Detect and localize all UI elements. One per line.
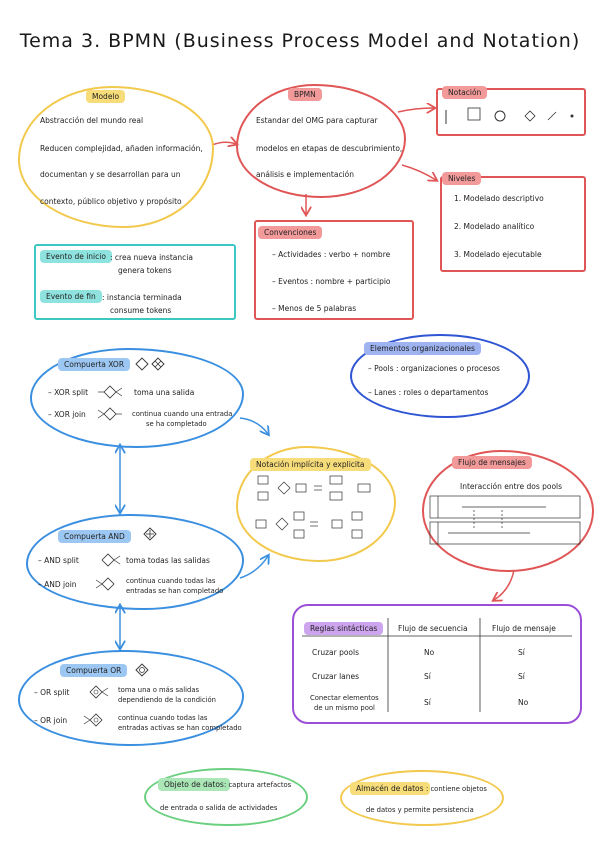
bpmn-label: BPMN [288,88,322,101]
flujo-mensajes-text: Interacción entre dos pools [460,482,563,491]
reglas-row-2-name: Cruzar lanes [312,672,360,681]
arrow-bpmn-to-notacion [398,108,434,112]
arrow-bpmn-to-modelo [212,142,236,145]
evento-inicio-label: Evento de inicio [40,250,112,263]
reglas-header-seq: Flujo de secuencia [398,624,468,633]
notacion-label: Notación [442,86,487,99]
notacion-implicita-label: Notación implícita y explicita [250,458,371,471]
objeto-datos-text-1: : captura artefactos [224,781,292,789]
objeto-datos-text-2: de entrada o salida de actividades [160,804,278,812]
elementos-org-item-1: – Pools : organizaciones o procesos [368,364,500,373]
evento-fin-text-2: consume tokens [110,306,172,315]
arrow-and-to-notacion-implicita [240,556,268,578]
modelo-label: Modelo [86,90,125,103]
convenciones-label: Convenciones [258,226,322,239]
bpmn-blob [236,84,406,198]
reglas-header-msg: Flujo de mensaje [492,624,556,633]
modelo-line-4: contexto, público objetivo y propósito [40,197,182,206]
or-join-text-1: continua cuando todas las [118,714,208,722]
evento-fin-text-1: : instancia terminada [102,293,182,302]
or-join-text-2: entradas activas se han completado [118,724,242,732]
reglas-row-2-seq: Sí [424,672,431,681]
or-split-text-2: dependiendo de la condición [118,696,216,704]
almacen-text-1: : contiene objetos [426,785,487,793]
niveles-label: Niveles [442,172,481,185]
evento-fin-label: Evento de fin [40,290,102,303]
almacen-text-2: de datos y permite persistencia [366,806,474,814]
or-split-text-1: toma una o más salidas [118,686,200,694]
almacen-label: Almacén de datos [350,782,430,795]
modelo-line-1: Abstracción del mundo real [40,116,144,125]
xor-split-label: – XOR split [48,388,89,397]
xor-label: Compuerta XOR [58,358,130,371]
and-label: Compuerta AND [58,530,131,543]
reglas-row-3-seq: Sí [424,698,431,707]
reglas-row-2-msg: Sí [518,672,525,681]
and-split-label: – AND split [38,556,79,565]
reglas-row-1-seq: No [424,648,435,657]
and-join-label: – AND join [38,580,77,589]
evento-inicio-text-2: genera tokens [118,266,172,275]
reglas-row-3-name-2: de un mismo pool [314,704,375,712]
almacen-blob [340,770,504,826]
elementos-org-item-2: – Lanes : roles o departamentos [368,388,489,397]
reglas-row-1-name: Cruzar pools [312,648,360,657]
xor-split-text: toma una salida [134,388,195,397]
and-join-text-1: continua cuando todas las [126,577,216,585]
arrow-bpmn-to-niveles [402,165,436,180]
or-split-label: – OR split [34,688,70,697]
bpmn-line-3: análisis e implementación [256,170,355,179]
objeto-datos-label: Objeto de datos [158,778,230,791]
reglas-row-3-name-1: Conectar elementos [310,694,379,702]
niveles-item-1: 1. Modelado descriptivo [454,194,544,203]
reglas-label: Reglas sintácticas [304,622,383,635]
page-title: Tema 3. BPMN (Business Process Model and Notation) [19,30,581,52]
or-join-label: – OR join [34,716,68,725]
bpmn-line-2: modelos en etapas de descubrimiento, [256,144,403,153]
niveles-item-2: 2. Modelado analítico [454,222,535,231]
and-split-text: toma todas las salidas [126,556,210,565]
modelo-line-3: documentan y se desarrollan para un [40,170,181,179]
elementos-org-label: Elementos organizacionales [364,342,481,355]
reglas-row-1-msg: Sí [518,648,525,657]
arrow-mensajes-to-reglas [494,570,514,600]
bpmn-line-1: Estandar del OMG para capturar [256,116,378,125]
and-join-text-2: entradas se han completado [126,587,224,595]
xor-join-text-2: se ha completado [146,420,207,428]
arrow-xor-to-notacion-implicita [240,418,268,434]
xor-join-text-1: continua cuando una entrada [132,410,233,418]
reglas-row-3-msg: No [518,698,529,707]
xor-join-label: – XOR join [48,410,86,419]
objeto-datos-blob [144,768,308,826]
or-label: Compuerta OR [60,664,127,677]
niveles-item-3: 3. Modelado ejecutable [454,250,542,259]
convenciones-item-1: – Actividades : verbo + nombre [272,250,391,259]
modelo-line-2: Reducen complejidad, añaden información, [40,144,203,153]
evento-inicio-text-1: : crea nueva instancia [110,253,193,262]
flujo-mensajes-label: Flujo de mensajes [452,456,532,469]
convenciones-item-2: – Eventos : nombre + participio [272,277,391,286]
convenciones-item-3: – Menos de 5 palabras [272,304,357,313]
